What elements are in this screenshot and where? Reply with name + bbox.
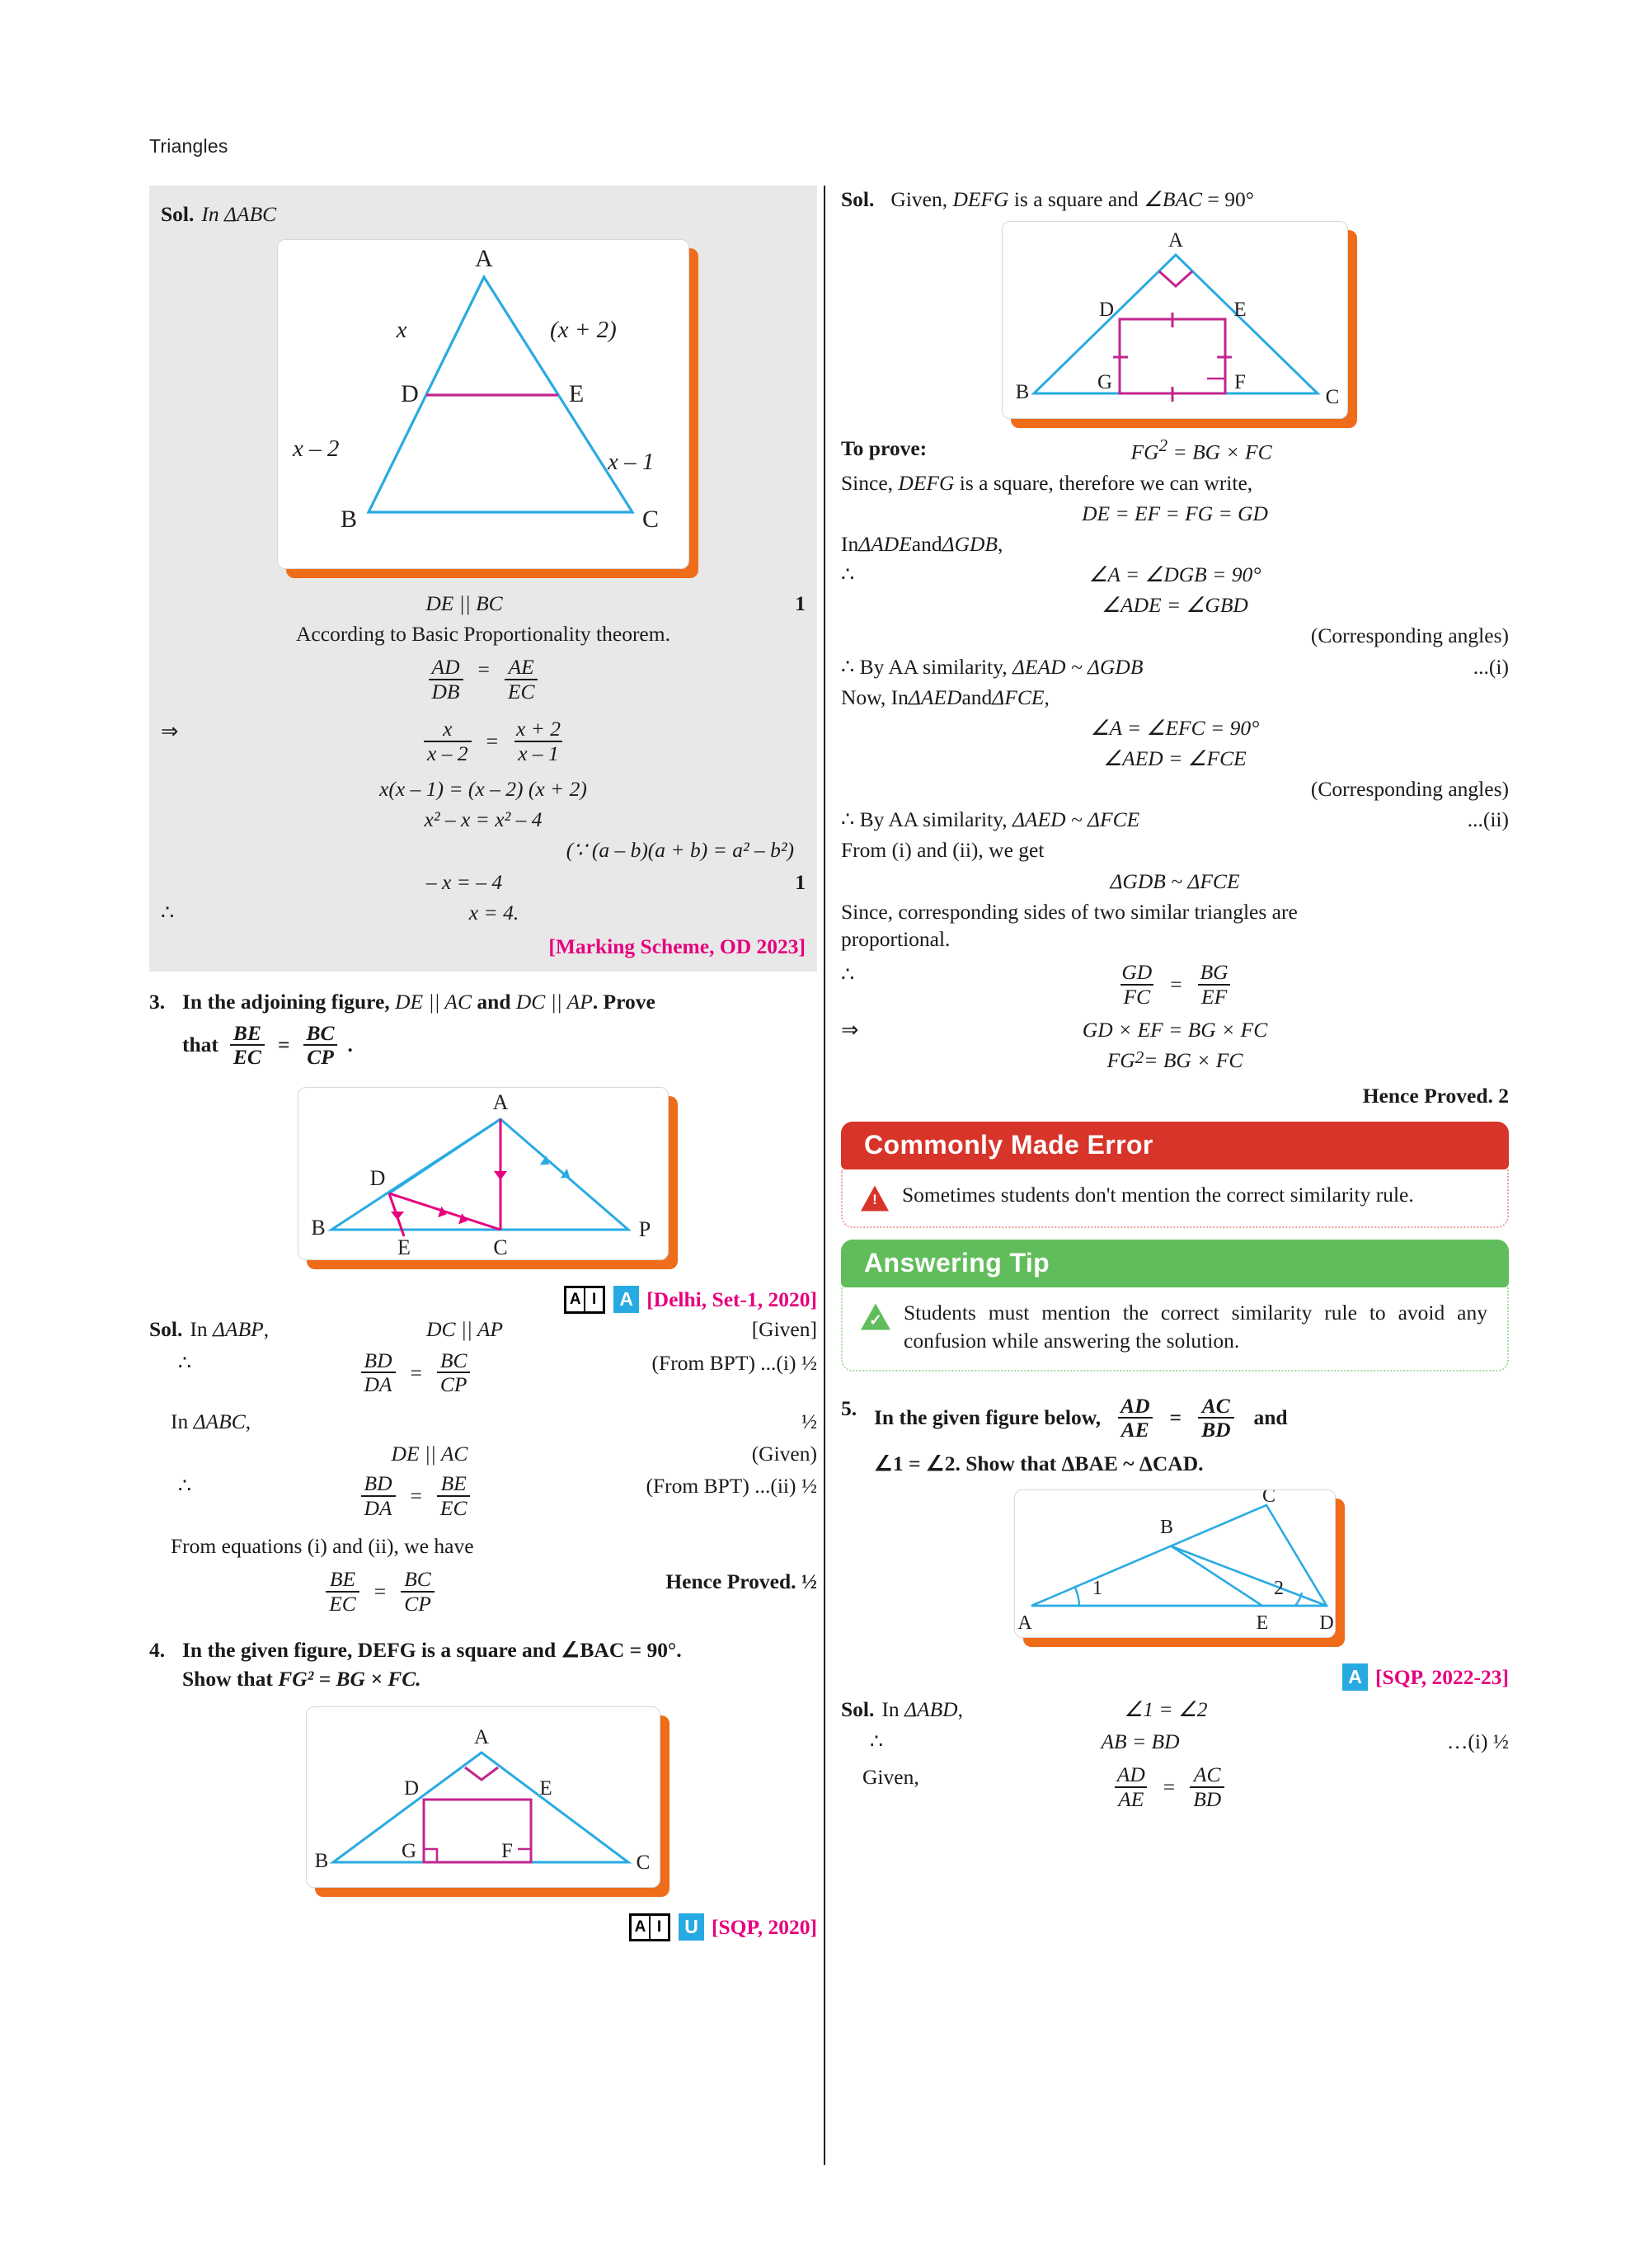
equals-sign: = (1169, 1405, 1182, 1430)
question-5 (841, 1395, 1509, 1478)
equals-sign: = (277, 1033, 290, 1056)
q3-fraction-bc-cp (303, 1022, 337, 1069)
fraction-bd-da (361, 1349, 396, 1396)
commonly-made-error-text: Sometimes students don't mention the correct similarity rule. (902, 1182, 1414, 1207)
q3-text-1: In the adjoining figure, (182, 990, 396, 1014)
svg-text:1: 1 (1092, 1578, 1102, 1600)
denominator: EC (230, 1044, 265, 1069)
svg-text:E: E (1256, 1612, 1269, 1635)
denominator: x – 1 (514, 741, 562, 765)
implies-arrow: ⇒ (161, 719, 179, 744)
q4-line-2-prefix: Show that (182, 1666, 279, 1691)
eq-gd-ef-bg-fc-row (841, 1016, 1509, 1043)
commonly-made-error-title: Commonly Made Error (841, 1122, 1509, 1169)
in-triangle-abc-row (149, 1408, 817, 1435)
denominator: FC (1120, 984, 1154, 1009)
proportional-note (841, 898, 1509, 953)
fraction-bg-ef (1197, 961, 1232, 1008)
eq-de-parallel-ac: DE || AC (391, 1441, 468, 1466)
corresponding-angles-note-2: (Corresponding angles) (1310, 777, 1509, 802)
sol-text: In ΔABP, (190, 1316, 270, 1341)
question-4-badges (149, 1913, 817, 1941)
denominator: DB (429, 679, 463, 703)
svg-text:D: D (403, 1776, 420, 1800)
svg-text:x – 2: x – 2 (293, 435, 340, 463)
book-icon (563, 1286, 606, 1314)
eq-expanded: x² – x = x² – 4 (424, 807, 543, 831)
numerator: AD (431, 655, 460, 680)
numerator: BE (233, 1020, 261, 1045)
svg-text:E: E (397, 1235, 411, 1259)
eq-bd-da-be-ec-row (149, 1472, 817, 1519)
sol-label: Sol. (149, 1316, 183, 1341)
svg-text:D: D (401, 380, 419, 408)
sol-text: Given, DEFG is a square and ∠BAC = 90° (890, 187, 1254, 211)
q5-line-2: ∠1 = ∠2. Show that ΔBAE ~ ΔCAD. (874, 1451, 1204, 1475)
equals-sign: = (410, 1484, 422, 1508)
skill-badge-icon: A (1342, 1663, 1368, 1691)
to-prove-label: To prove: (841, 436, 928, 461)
answering-tip-text: Students must mention the correct similarity rule to avoid any confusion while answering the solution. (904, 1300, 1487, 1353)
eq-ad-db-row (161, 656, 806, 703)
q5-fraction-ac-bd (1198, 1395, 1233, 1442)
hence-proved-2: Hence Proved. 2 (1362, 1084, 1509, 1108)
svg-text:B: B (311, 1215, 326, 1240)
check-icon (861, 1304, 890, 1330)
marking-scheme-citation: [Marking Scheme, OD 2023] (548, 934, 806, 959)
given-note-2: (Given) (751, 1441, 817, 1466)
svg-text:F: F (501, 1839, 513, 1862)
since-square-note: Since, DEFG is a square, therefore we can write, (841, 470, 1253, 495)
svg-text:C: C (641, 506, 660, 534)
numerator: BC (306, 1020, 335, 1045)
marking-scheme-citation-row (161, 933, 806, 960)
eq-bd-da-bc-cp-row (149, 1349, 817, 1396)
svg-text:2: 2 (1274, 1578, 1284, 1600)
eq-dc-parallel-ap: DC || AP (426, 1316, 503, 1341)
numerator: x (443, 717, 453, 741)
numerator: AC (1201, 1393, 1230, 1418)
svg-text:G: G (401, 1839, 417, 1862)
equals-sign: = (1170, 972, 1182, 996)
fraction-ad-ae (1114, 1763, 1149, 1810)
q5-fraction-ad-ae (1117, 1395, 1153, 1442)
q3-italic-1: DE || AC (395, 990, 472, 1014)
book-right-letter: I (585, 1286, 605, 1314)
denominator: DA (361, 1372, 396, 1396)
fraction-ae-ec (505, 656, 538, 703)
left-column (149, 186, 817, 1941)
to-prove-equation: $FG^2$ = BG × FC (1130, 435, 1272, 464)
book-right-letter: I (650, 1913, 670, 1941)
ref-i-half: …(i) ½ (1446, 1729, 1509, 1754)
q3-text-3: . Prove (592, 990, 655, 1014)
ref-ii: ...(ii) (1467, 807, 1509, 832)
figure-4-card (1002, 221, 1348, 419)
svg-text:D: D (369, 1165, 386, 1190)
denominator: DA (361, 1495, 396, 1520)
svg-text:A: A (1017, 1612, 1032, 1635)
figure-2-card (298, 1087, 669, 1260)
fraction-be-ec-final (326, 1568, 359, 1615)
eq-x-equals-4: x = 4. (468, 901, 519, 925)
solution-3-heading (149, 1315, 817, 1343)
answering-tip-box (841, 1240, 1509, 1372)
svg-text:D: D (1098, 299, 1115, 322)
skill-badge-icon: A (613, 1286, 639, 1313)
right-column (841, 186, 1509, 1810)
bpt-statement: According to Basic Proportionality theorem. (296, 622, 670, 647)
eq-gd-ef-bg-fc: GD × EF = BG × FC (1082, 1018, 1268, 1042)
therefore-symbol: ∴ (177, 1474, 192, 1499)
implies-arrow: ⇒ (841, 1018, 859, 1042)
eq-de-ef-fg-gd: DE = EF = FG = GD (1082, 501, 1268, 525)
question-4-number: 4. (149, 1638, 166, 1663)
svg-text:A: A (473, 1725, 490, 1748)
figure-5-wrapper (1014, 1489, 1336, 1638)
to-prove-row (841, 435, 1509, 466)
ref-i: ...(i) (1473, 654, 1509, 679)
svg-text:x – 1: x – 1 (608, 449, 655, 476)
q5-line-1-text: In the given figure below, (874, 1405, 1102, 1430)
figure-5-card (1014, 1489, 1336, 1638)
sol-label: Sol. (841, 1697, 875, 1722)
eq-ad-ae-ac-bd-row (841, 1763, 1509, 1810)
marks-half-1: ½ (801, 1409, 817, 1433)
denominator: BD (1190, 1786, 1224, 1811)
solution-5-heading (841, 1696, 1509, 1723)
equals-sign: = (1163, 1775, 1176, 1800)
eq-x-substitution-row (161, 718, 806, 765)
marks-2: 1 (795, 869, 806, 894)
denominator: AE (1118, 1417, 1153, 1442)
eq-angle-a-dgb-row (841, 561, 1509, 588)
svg-text:C: C (636, 1851, 651, 1874)
svg-text:P: P (638, 1216, 651, 1241)
numerator: x + 2 (515, 717, 561, 741)
svg-text:F: F (1234, 371, 1246, 394)
svg-text:(x + 2): (x + 2) (550, 317, 617, 344)
denominator: EC (326, 1591, 359, 1616)
eq-gdb-sim-fce: ΔGDB ~ ΔFCE (1110, 868, 1240, 893)
denominator: BD (1198, 1417, 1233, 1442)
eq-de-parallel-bc-row (161, 590, 806, 617)
numerator: BD (364, 1348, 392, 1372)
question-3-badges (149, 1286, 817, 1314)
equals-sign: = (410, 1360, 422, 1385)
therefore-symbol: ∴ (161, 901, 175, 925)
q5-line-1-tail: and (1253, 1405, 1288, 1430)
eq-x-equals-4-row (161, 899, 806, 926)
eq-cross-multiplied: x(x – 1) = (x – 2) (x + 2) (379, 776, 587, 801)
question-4-citation: [SQP, 2020] (712, 1914, 817, 1939)
question-3-body (182, 988, 817, 1068)
aa-similarity-1-row (841, 653, 1509, 680)
in-triangles-ade-gdb: In ΔADE and ΔGDB , (841, 532, 1003, 557)
numerator: BE (440, 1471, 467, 1496)
question-3 (149, 988, 817, 1068)
proportional-note-line-1: Since, corresponding sides of two similar triangles are (841, 899, 1298, 924)
fraction-x-over-x-minus-2 (424, 718, 472, 765)
question-4-body (182, 1636, 817, 1692)
triangle-ABC-square-DEFG-diagram (307, 1707, 661, 1889)
solution-1-heading (161, 200, 806, 228)
numerator: BG (1200, 960, 1229, 985)
svg-text:D: D (1319, 1612, 1334, 1635)
triangle-ABP-diagram (298, 1088, 669, 1261)
numerator: GD (1121, 960, 1153, 985)
therefore-symbol: ∴ (869, 1729, 884, 1754)
aa-similarity-1: ∴ By AA similarity, ΔEAD ~ ΔGDB (841, 654, 1144, 679)
q4-line-1: In the given figure, DEFG is a square and ∠BAC = 90°. (182, 1638, 682, 1663)
therefore-symbol: ∴ (841, 562, 855, 587)
eq-minus-x-row (161, 868, 806, 896)
triangle-ACD-diagram (1015, 1490, 1337, 1639)
question-5-number: 5. (841, 1395, 857, 1420)
denominator: EF (1198, 984, 1230, 1009)
question-4 (149, 1636, 817, 1692)
eq-ab-bd: AB = BD (1101, 1729, 1180, 1754)
q3-text-2: and (472, 990, 516, 1014)
numerator: AD (1116, 1762, 1145, 1787)
given-note-1: [Given] (751, 1316, 817, 1341)
fraction-bc-cp (437, 1349, 471, 1396)
in-triangle-abc: In ΔABC, (171, 1409, 251, 1433)
book-left-letter: A (564, 1286, 585, 1314)
numerator: BC (404, 1567, 431, 1592)
answering-tip-body (841, 1287, 1509, 1372)
now-in-triangles-aed-fce: Now, In ΔAED and ΔFCE , (841, 685, 1050, 709)
fraction-bd-da-2 (361, 1472, 396, 1519)
svg-text:A: A (475, 245, 493, 273)
from-i-and-ii-note: From (i) and (ii), we get (841, 838, 1045, 863)
denominator: CP (437, 1372, 471, 1396)
fraction-ac-bd (1190, 1763, 1224, 1810)
eq-angle-ade-gbd: ∠ADE = ∠GBD (1102, 593, 1248, 618)
question-5-body (874, 1395, 1509, 1478)
aa-similarity-2: ∴ By AA similarity, ΔAED ~ ΔFCE (841, 807, 1140, 832)
therefore-symbol: ∴ (841, 962, 855, 987)
equals-sign: = (486, 729, 498, 754)
denominator: AE (1115, 1786, 1147, 1811)
sol-text: In ΔABC (201, 202, 277, 226)
fraction-gd-fc (1118, 961, 1155, 1008)
book-left-letter: A (629, 1913, 650, 1941)
numerator: AD (1120, 1393, 1150, 1418)
eq-ab-bd-row (841, 1728, 1509, 1755)
numerator: BE (329, 1567, 356, 1592)
denominator: EC (505, 679, 538, 703)
q4-line-2-math: FG² = BG × FC. (278, 1666, 421, 1691)
question-5-badges (841, 1663, 1509, 1691)
fraction-ad-db (429, 656, 463, 703)
question-3-number: 3. (149, 990, 166, 1014)
denominator: CP (401, 1591, 435, 1616)
figure-1-card (277, 239, 689, 569)
triangle-ABC-square-ticks-diagram (1003, 222, 1349, 420)
from-equations-note: From equations (i) and (ii), we have (171, 1534, 474, 1559)
sol-text: In ΔABD, (881, 1697, 963, 1722)
eq-minus-x: – x = – 4 (425, 869, 503, 894)
figure-2-wrapper (298, 1087, 669, 1260)
q3-fraction-be-ec (230, 1022, 265, 1069)
solution-4-heading (841, 186, 1509, 213)
eq-fg-squared: FG 2 = BG × FC (1106, 1047, 1243, 1073)
period: . (347, 1033, 353, 1056)
q3-italic-2: DC || AP (515, 990, 593, 1014)
svg-text:A: A (1167, 229, 1184, 252)
bpt-note-ii: (From BPT) ...(ii) ½ (646, 1474, 817, 1499)
fraction-be-ec (437, 1472, 471, 1519)
svg-text:B: B (1159, 1517, 1174, 1539)
svg-text:B: B (314, 1849, 329, 1872)
solution-1-block (149, 186, 817, 972)
numerator: BC (439, 1348, 467, 1372)
answering-tip-title: Answering Tip (841, 1240, 1509, 1287)
eq-de-parallel-bc: DE || BC (425, 591, 503, 616)
commonly-made-error-body (841, 1169, 1509, 1228)
figure-3-card (306, 1706, 660, 1888)
marks-1: 1 (795, 591, 806, 616)
eq-angle-a-efc: ∠A = ∠EFC = 90° (1090, 715, 1260, 740)
book-icon (628, 1913, 671, 1941)
denominator: x – 2 (424, 741, 472, 765)
given-label: Given, (862, 1765, 919, 1790)
figure-1-wrapper (277, 239, 689, 569)
therefore-symbol: ∴ (177, 1350, 192, 1375)
bpt-note-i: (From BPT) ...(i) ½ (651, 1350, 817, 1375)
eq-de-parallel-ac-row (149, 1440, 817, 1467)
hence-proved-1: Hence Proved. ½ (665, 1569, 817, 1594)
svg-text:C: C (1261, 1490, 1276, 1508)
question-3-citation: [Delhi, Set-1, 2020] (646, 1287, 817, 1311)
corresponding-angles-note-1: (Corresponding angles) (1310, 623, 1509, 648)
eq-be-ec-bc-cp-row (149, 1568, 817, 1615)
warning-icon (861, 1186, 889, 1212)
equals-sign: = (477, 657, 490, 682)
figure-4-wrapper (1002, 221, 1348, 419)
figure-3-wrapper (306, 1706, 660, 1888)
numerator: AC (1193, 1762, 1221, 1787)
sol-label: Sol. (841, 187, 875, 211)
eq-angle-aed-fce: ∠AED = ∠FCE (1103, 746, 1247, 771)
identity-note: (∵ (a – b)(a + b) = a² – b²) (566, 837, 794, 862)
fraction-x-plus-2-over-x-minus-1 (513, 718, 564, 765)
eq-angle-a-dgb: ∠A = ∠DGB = 90° (1088, 562, 1261, 587)
svg-text:A: A (492, 1089, 509, 1114)
proportional-note-line-2: proportional. (841, 926, 951, 951)
svg-text:C: C (1325, 386, 1340, 409)
svg-text:E: E (568, 380, 585, 408)
numerator: AE (508, 655, 534, 680)
running-head: Triangles (149, 135, 228, 157)
sol-label: Sol. (161, 202, 195, 226)
bpt-statement-row (161, 620, 806, 647)
question-5-citation: [SQP, 2022-23] (1375, 1664, 1509, 1689)
commonly-made-error-box (841, 1122, 1509, 1228)
svg-text:B: B (1015, 381, 1030, 404)
eq-angle1-angle2: ∠1 = ∠2 (1124, 1697, 1208, 1722)
q3-that-label: that (182, 1033, 218, 1056)
svg-text:C: C (493, 1235, 508, 1259)
denominator: CP (303, 1044, 337, 1069)
aa-similarity-2-row (841, 806, 1509, 833)
equals-sign: = (373, 1579, 387, 1604)
svg-text:B: B (340, 506, 358, 534)
skill-badge-icon: U (679, 1913, 704, 1941)
svg-text:x: x (396, 317, 407, 344)
svg-text:G: G (1097, 371, 1113, 394)
fraction-bc-cp-final (401, 1568, 435, 1615)
eq-gd-fc-bg-ef-row (841, 961, 1509, 1008)
column-divider (824, 186, 825, 2165)
triangle-ABC-diagram (278, 240, 690, 570)
svg-text:E: E (1233, 299, 1247, 322)
svg-text:E: E (539, 1776, 552, 1800)
denominator: EC (437, 1495, 471, 1520)
numerator: BD (364, 1471, 392, 1496)
